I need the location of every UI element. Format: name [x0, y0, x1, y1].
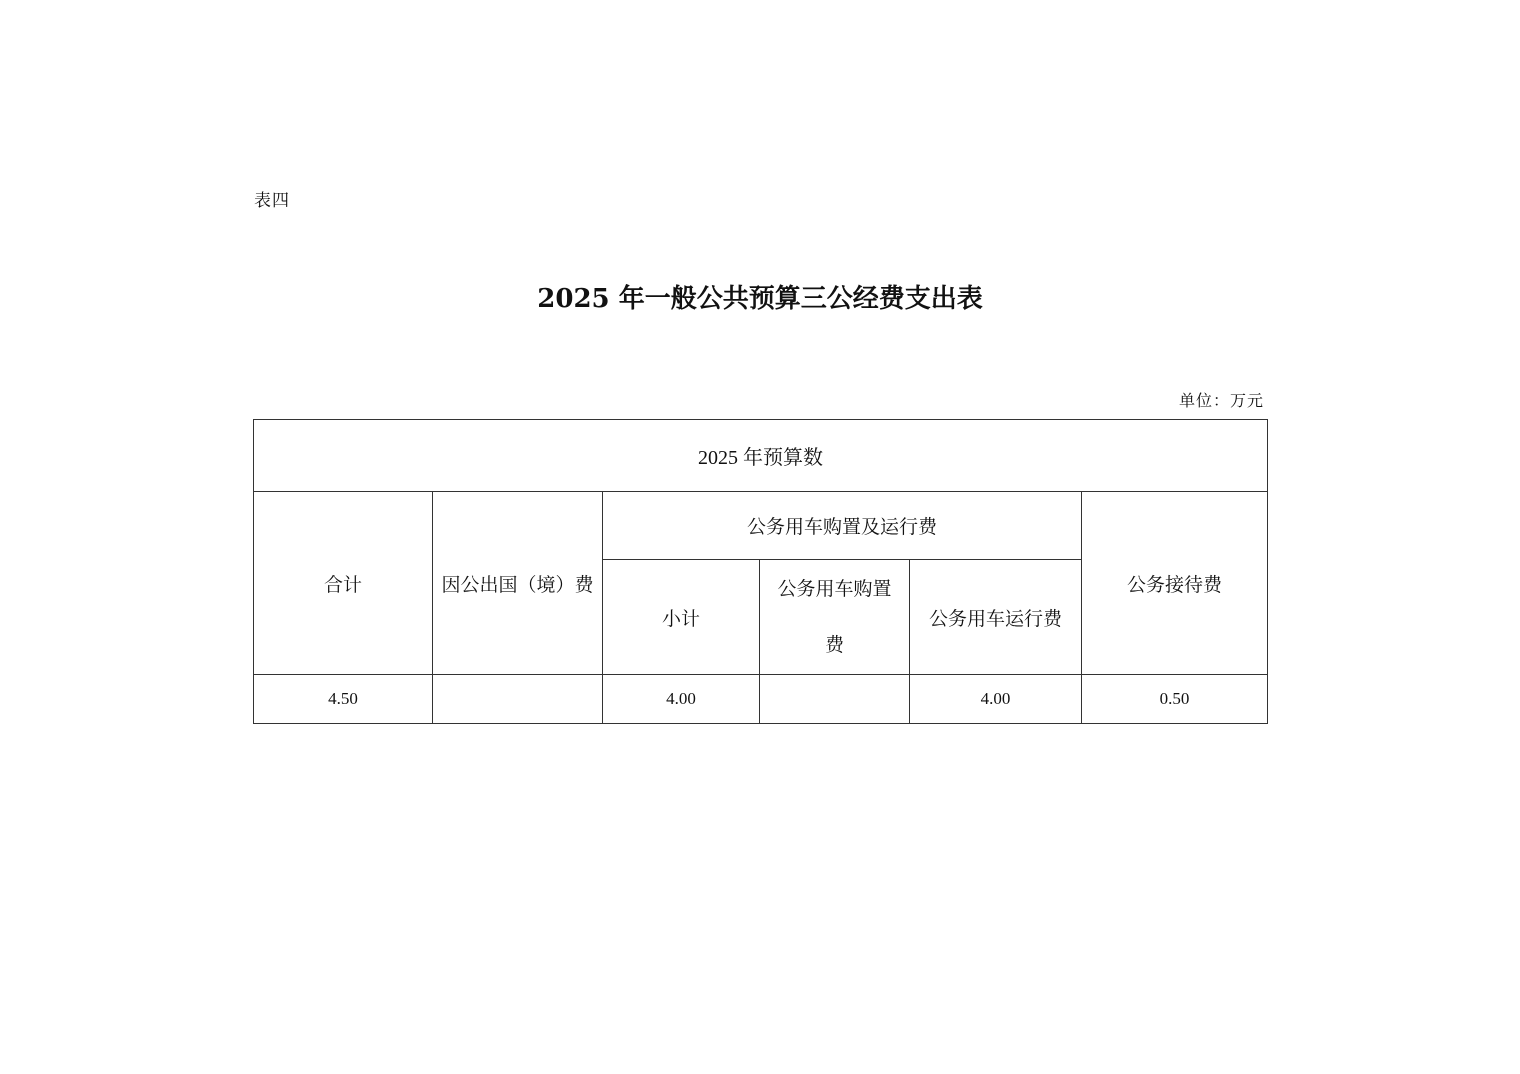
table-header-row-middle [254, 492, 1268, 560]
header-vehicle-purchase-cell [760, 560, 910, 675]
header-vehicle-purchase: 公务用车购置费 [777, 578, 892, 656]
header-subtotal: 小计 [603, 560, 760, 675]
cell-overseas [433, 675, 603, 724]
cell-reception: 0.50 [1082, 675, 1268, 724]
table-number-label: 表四 [254, 191, 290, 211]
budget-table [253, 419, 1268, 724]
budget-year-header: 2025 年预算数 [254, 420, 1268, 492]
cell-subtotal: 4.00 [603, 675, 760, 724]
cell-total: 4.50 [254, 675, 433, 724]
cell-vehicle-operation: 4.00 [910, 675, 1082, 724]
header-vehicle-operation: 公务用车运行费 [910, 560, 1082, 675]
header-vehicle-group: 公务用车购置及运行费 [603, 492, 1082, 560]
table-row [254, 675, 1268, 724]
header-reception: 公务接待费 [1082, 492, 1268, 675]
unit-label: 单位：万元 [1178, 391, 1264, 410]
header-overseas: 因公出国（境）费 [433, 492, 603, 675]
header-total: 合计 [254, 492, 433, 675]
table-header-row-top [254, 420, 1268, 492]
cell-vehicle-purchase [760, 675, 910, 724]
page-title: 2025 年一般公共预算三公经费支出表 [537, 284, 983, 314]
